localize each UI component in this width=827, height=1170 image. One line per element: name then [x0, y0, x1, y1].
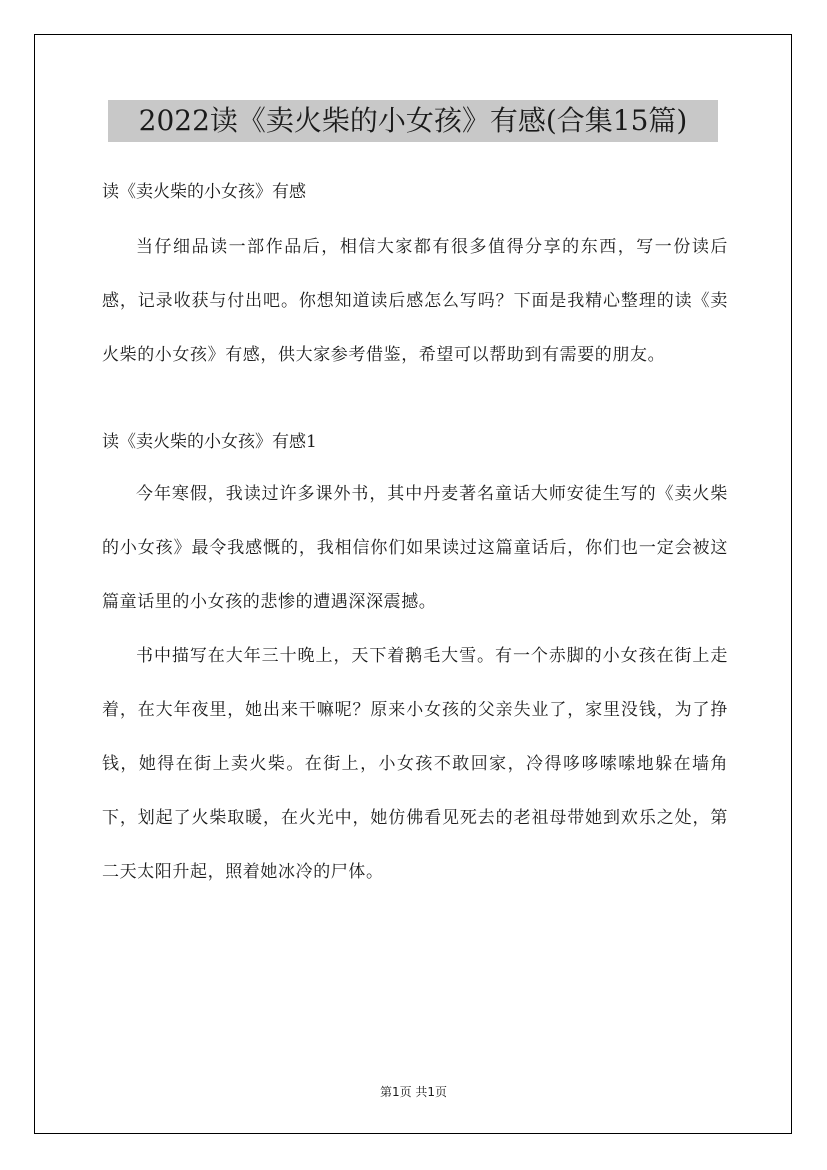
page-number-footer: 第1页 共1页: [379, 1085, 448, 1099]
document-body: [102, 172, 728, 899]
body-paragraph: 书中描写在大年三十晚上，天下着鹅毛大雪。有一个赤脚的小女孩在街上走着，在大年夜里，她出来干嘛呢？原来小女孩的父亲失业了，家里没钱，为了挣钱，她得在街上卖火柴。在街上，小女孩不敢回家，冷得哆哆嗦嗦地躲在墙角下，划起了火柴取暖，在火光中，她仿佛看见死去的老祖母带她到欢乐之处，第二天太阳升起，照着她冰冷的尸体。: [102, 646, 728, 882]
intro-paragraph: 当仔细品读一部作品后，相信大家都有很多值得分享的东西，写一份读后感，记录收获与付出吧。你想知道读后感怎么写吗？下面是我精心整理的读《卖火柴的小女孩》有感，供大家参考借鉴，希望可以帮助到有需要的朋友。: [102, 237, 728, 365]
section-heading: 读《卖火柴的小女孩》有感1: [102, 432, 317, 452]
intro-heading: 读《卖火柴的小女孩》有感: [102, 182, 306, 202]
body-paragraph: 今年寒假，我读过许多课外书，其中丹麦著名童话大师安徒生写的《卖火柴的小女孩》最令我感慨的，我相信你们如果读过这篇童话后，你们也一定会被这篇童话里的小女孩的悲惨的遭遇深深震撼。: [102, 484, 728, 612]
document-title: 2022读《卖火柴的小女孩》有感(合集15篇): [108, 100, 718, 142]
